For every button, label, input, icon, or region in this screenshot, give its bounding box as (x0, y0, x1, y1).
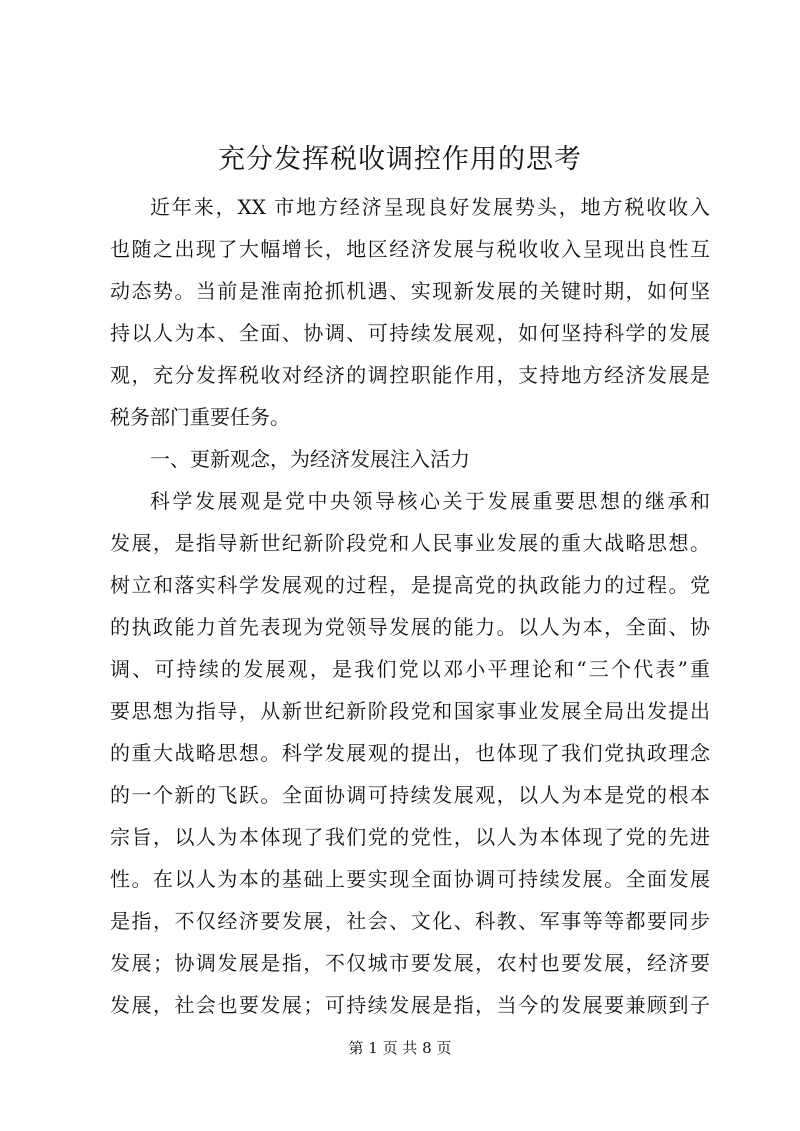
paragraph-line: 也随之出现了大幅增长，地区经济发展与税收收入呈现出良性互 (110, 237, 710, 261)
paragraph-line: 树立和落实科学发展观的过程，是提高党的执政能力的过程。党 (110, 573, 710, 597)
paragraph-line: 的重大战略思想。科学发展观的提出，也体现了我们党执政理念 (110, 741, 710, 765)
paragraph-line: 税务部门重要任务。 (110, 405, 290, 429)
paragraph-line: 要思想为指导，从新世纪新阶段党和国家事业发展全局出发提出 (110, 699, 710, 723)
paragraph-line: 近年来，XX 市地方经济呈现良好发展势头，地方税收收入 (150, 195, 710, 219)
paragraph-line: 调、可持续的发展观，是我们党以邓小平理论和“三个代表”重 (110, 657, 710, 681)
paragraph-line: 发展，社会也要发展；可持续发展是指，当今的发展要兼顾到子 (110, 993, 710, 1017)
paragraph-line: 动态势。当前是淮南抢抓机遇、实现新发展的关键时期，如何坚 (110, 279, 710, 303)
paragraph-line: 持以人为本、全面、协调、可持续发展观，如何坚持科学的发展 (110, 321, 710, 345)
paragraph-line: 观，充分发挥税收对经济的调控职能作用，支持地方经济发展是 (110, 363, 710, 387)
page-number-footer: 第 1 页 共 8 页 (348, 1039, 452, 1057)
paragraph-line: 的执政能力首先表现为党领导发展的能力。以人为本，全面、协 (110, 615, 710, 639)
paragraph-line: 发展，是指导新世纪新阶段党和人民事业发展的重大战略思想。 (110, 531, 710, 555)
section-heading: 一、更新观念，为经济发展注入活力 (150, 447, 470, 471)
document-title: 充分发挥税收调控作用的思考 (218, 144, 582, 175)
paragraph-line: 的一个新的飞跃。全面协调可持续发展观，以人为本是党的根本 (110, 783, 710, 807)
paragraph-line: 是指，不仅经济要发展，社会、文化、科教、军事等等都要同步 (110, 909, 710, 933)
paragraph-line: 宗旨，以人为本体现了我们党的党性，以人为本体现了党的先进 (110, 825, 710, 849)
paragraph-line: 科学发展观是党中央领导核心关于发展重要思想的继承和 (150, 489, 710, 513)
paragraph-line: 发展；协调发展是指，不仅城市要发展，农村也要发展，经济要 (110, 951, 710, 975)
paragraph-line: 性。在以人为本的基础上要实现全面协调可持续发展。全面发展 (110, 867, 710, 891)
